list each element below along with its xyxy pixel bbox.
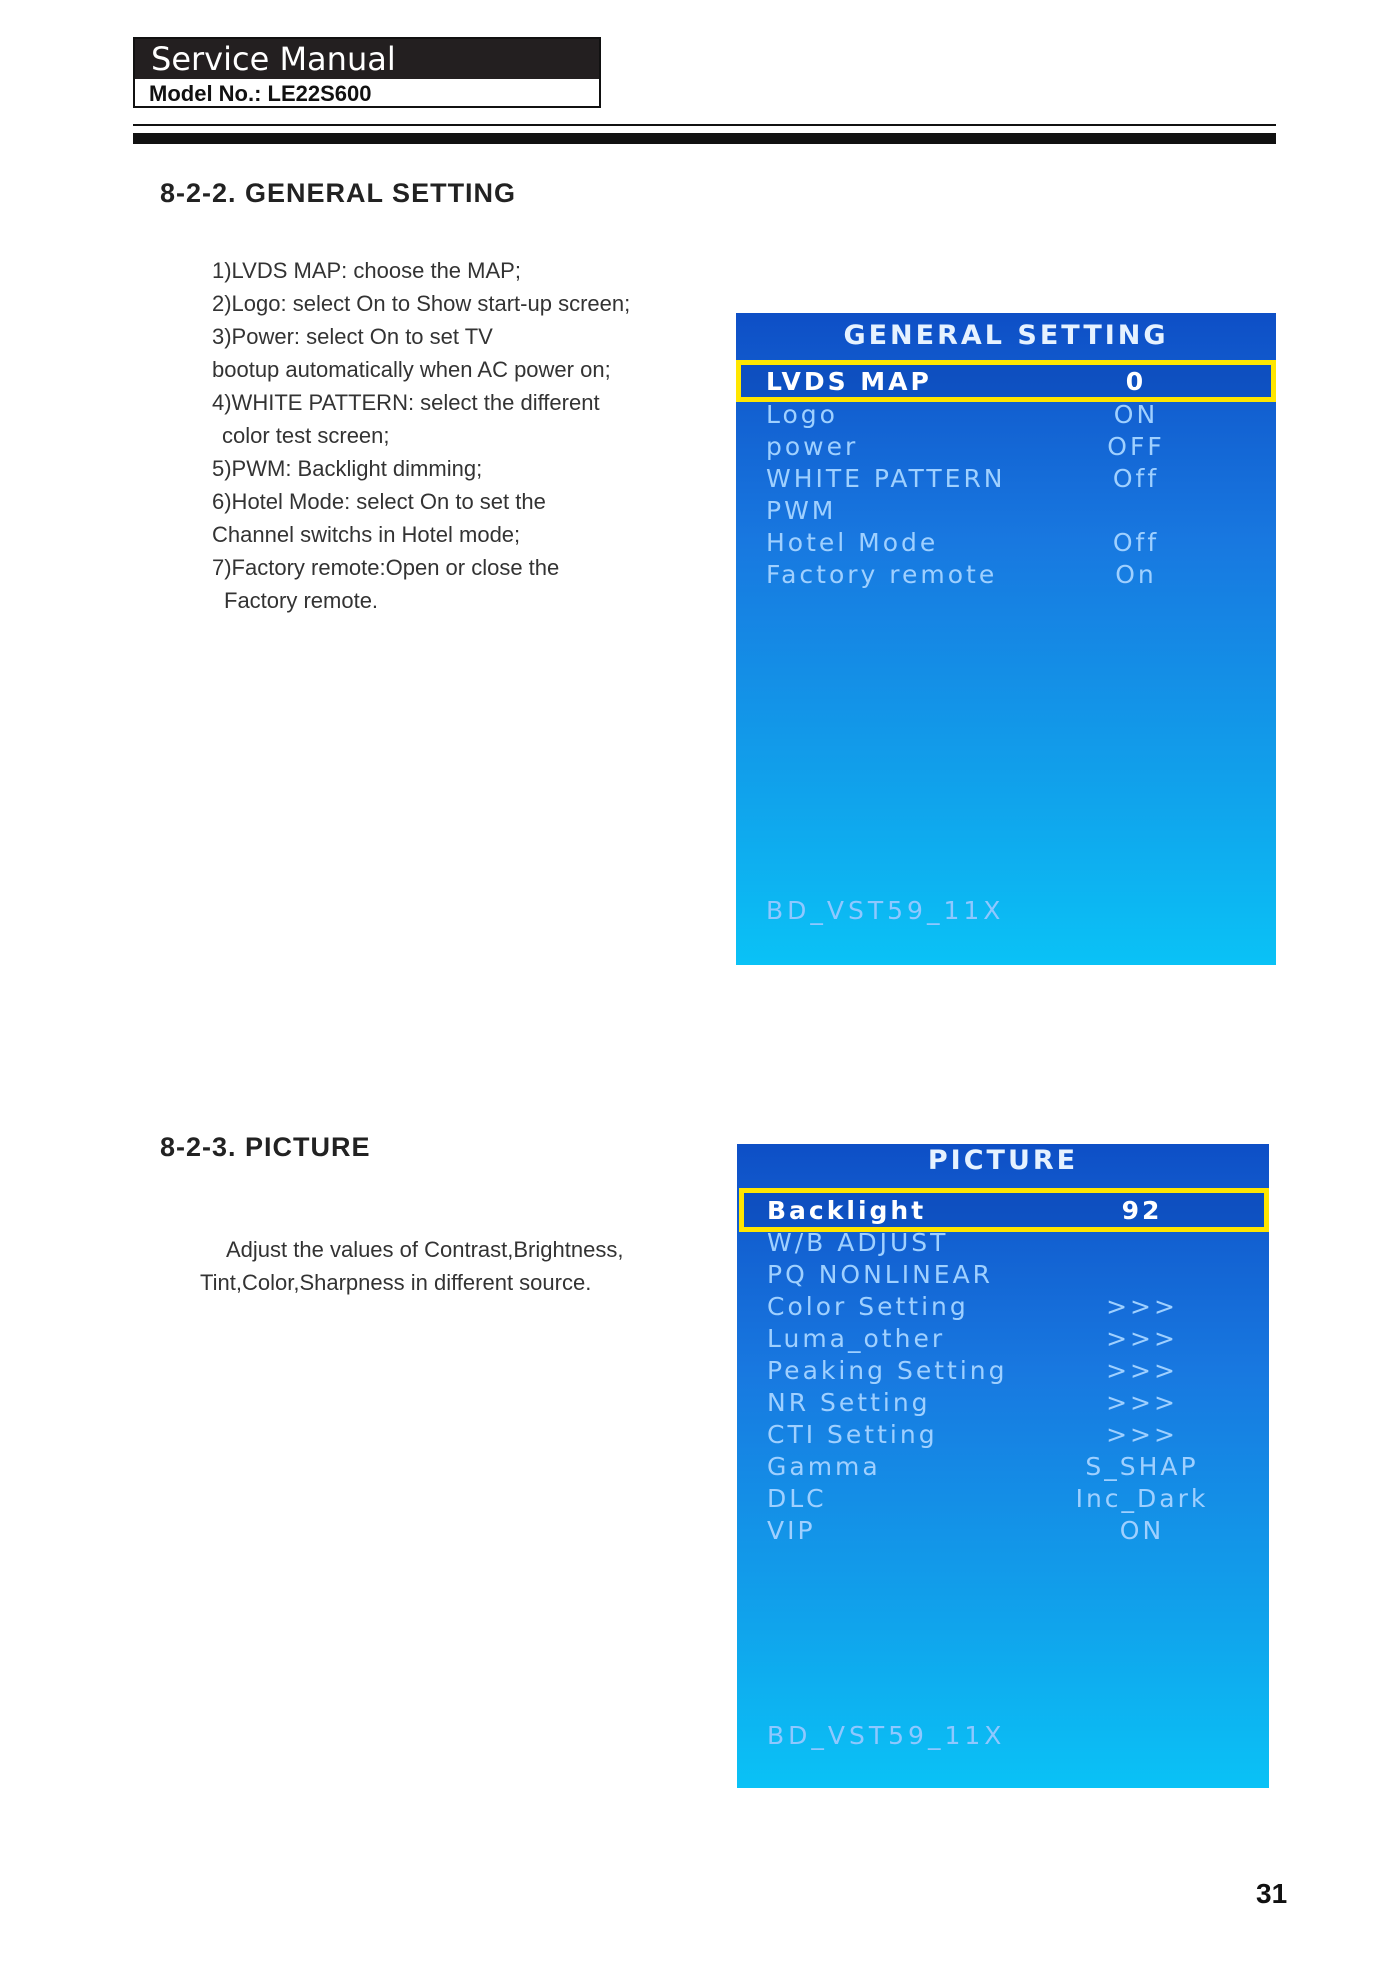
osd-item-label: Factory remote [766, 560, 998, 589]
osd-item-label: power [766, 432, 859, 461]
picture-osd [737, 1144, 1269, 1788]
osd-menu-item-backlight[interactable] [737, 1196, 1269, 1228]
osd-item-label: NR Setting [767, 1388, 931, 1417]
osd-item-value: >>> [1106, 1356, 1178, 1385]
osd-item-value: Off [1112, 464, 1160, 493]
osd-item-label: DLC [767, 1484, 827, 1513]
osd-item-label: Logo [766, 400, 838, 429]
osd-item-label: VIP [767, 1516, 816, 1545]
osd-menu-item-wb-adjust[interactable] [737, 1228, 1269, 1260]
manual-header [133, 37, 601, 108]
osd-menu-item-lvds-map[interactable] [736, 367, 1276, 399]
osd-firmware-version: BD_VST59_11X [766, 896, 1005, 925]
osd-item-value: ON [1119, 1516, 1165, 1545]
osd-menu-item-factory-remote[interactable] [736, 560, 1276, 592]
desc-line: 3)Power: select On to set TV [212, 324, 493, 349]
osd-firmware-version: BD_VST59_11X [767, 1721, 1006, 1750]
osd-item-label: LVDS MAP [766, 367, 932, 396]
osd-menu-item-white-pattern[interactable] [736, 464, 1276, 496]
osd-menu-item-luma-other[interactable] [737, 1324, 1269, 1356]
osd-item-label: PQ NONLINEAR [767, 1260, 994, 1289]
osd-item-value: S_SHAP [1085, 1452, 1199, 1481]
desc-line: Tint,Color,Sharpness in different source. [200, 1270, 592, 1295]
osd-item-label: CTI Setting [767, 1420, 938, 1449]
osd-item-value: 92 [1121, 1196, 1163, 1225]
desc-line: 5)PWM: Backlight dimming; [212, 456, 483, 481]
desc-line: Factory remote. [224, 588, 379, 613]
picture-description [200, 1233, 623, 1299]
osd-item-value: On [1115, 560, 1157, 589]
picture-heading: 8-2-3. PICTURE [160, 1132, 371, 1162]
osd-menu-item-dlc[interactable] [737, 1484, 1269, 1516]
model-number: Model No.: LE22S600 [149, 81, 372, 106]
desc-line: bootup automatically when AC power on; [212, 357, 611, 382]
osd-menu-item-power[interactable] [736, 432, 1276, 464]
osd-item-value: >>> [1106, 1420, 1178, 1449]
osd-menu-item-pq-nonlinear[interactable] [737, 1260, 1269, 1292]
general-setting-heading: 8-2-2. GENERAL SETTING [160, 178, 517, 208]
desc-line: color test screen; [222, 423, 390, 448]
osd-item-value: >>> [1106, 1324, 1178, 1353]
osd-menu-item-vip[interactable] [737, 1516, 1269, 1548]
osd-menu-item-nr-setting[interactable] [737, 1388, 1269, 1420]
osd-menu-item-cti-setting[interactable] [737, 1420, 1269, 1452]
osd-item-label: Luma_other [767, 1324, 946, 1353]
osd-item-label: Color Setting [767, 1292, 969, 1321]
osd-item-label: W/B ADJUST [767, 1228, 949, 1257]
header-rule-thick [133, 133, 1276, 144]
general-setting-description [212, 254, 630, 617]
desc-line: Adjust the values of Contrast,Brightness, [226, 1237, 624, 1262]
osd-menu-item-logo[interactable] [736, 400, 1276, 432]
osd-item-value: OFF [1107, 432, 1165, 461]
osd-item-label: Backlight [767, 1196, 927, 1225]
osd-item-value: ON [1113, 400, 1159, 429]
osd-item-value: Off [1112, 528, 1160, 557]
header-rule-thin [133, 124, 1276, 126]
desc-line: 7)Factory remote:Open or close the [212, 555, 560, 580]
desc-line: Channel switchs in Hotel mode; [212, 522, 521, 547]
osd-item-value: 0 [1125, 367, 1147, 396]
osd-item-value: Inc_Dark [1075, 1484, 1209, 1513]
osd-item-label: PWM [766, 496, 837, 525]
osd-menu-item-color-setting[interactable] [737, 1292, 1269, 1324]
osd-item-value: >>> [1106, 1292, 1178, 1321]
desc-line: 6)Hotel Mode: select On to set the [212, 489, 546, 514]
manual-title: Service Manual [135, 39, 599, 79]
osd-menu-item-gamma[interactable] [737, 1452, 1269, 1484]
desc-line: 1)LVDS MAP: choose the MAP; [212, 258, 521, 283]
osd-item-value: >>> [1106, 1388, 1178, 1417]
osd-menu-item-peaking-setting[interactable] [737, 1356, 1269, 1388]
osd-item-label: WHITE PATTERN [766, 464, 1006, 493]
osd-title: PICTURE [927, 1145, 1079, 1176]
page-number: 31 [1256, 1878, 1288, 1909]
general-setting-osd [736, 313, 1276, 965]
osd-item-label: Gamma [767, 1452, 881, 1481]
osd-title: GENERAL SETTING [843, 320, 1169, 351]
osd-menu-item-pwm[interactable] [736, 496, 1276, 528]
osd-menu-item-hotel-mode[interactable] [736, 528, 1276, 560]
osd-item-label: Hotel Mode [766, 528, 939, 557]
desc-line: 4)WHITE PATTERN: select the different [212, 390, 600, 415]
osd-item-label: Peaking Setting [767, 1356, 1008, 1385]
desc-line: 2)Logo: select On to Show start-up screen; [212, 291, 631, 316]
